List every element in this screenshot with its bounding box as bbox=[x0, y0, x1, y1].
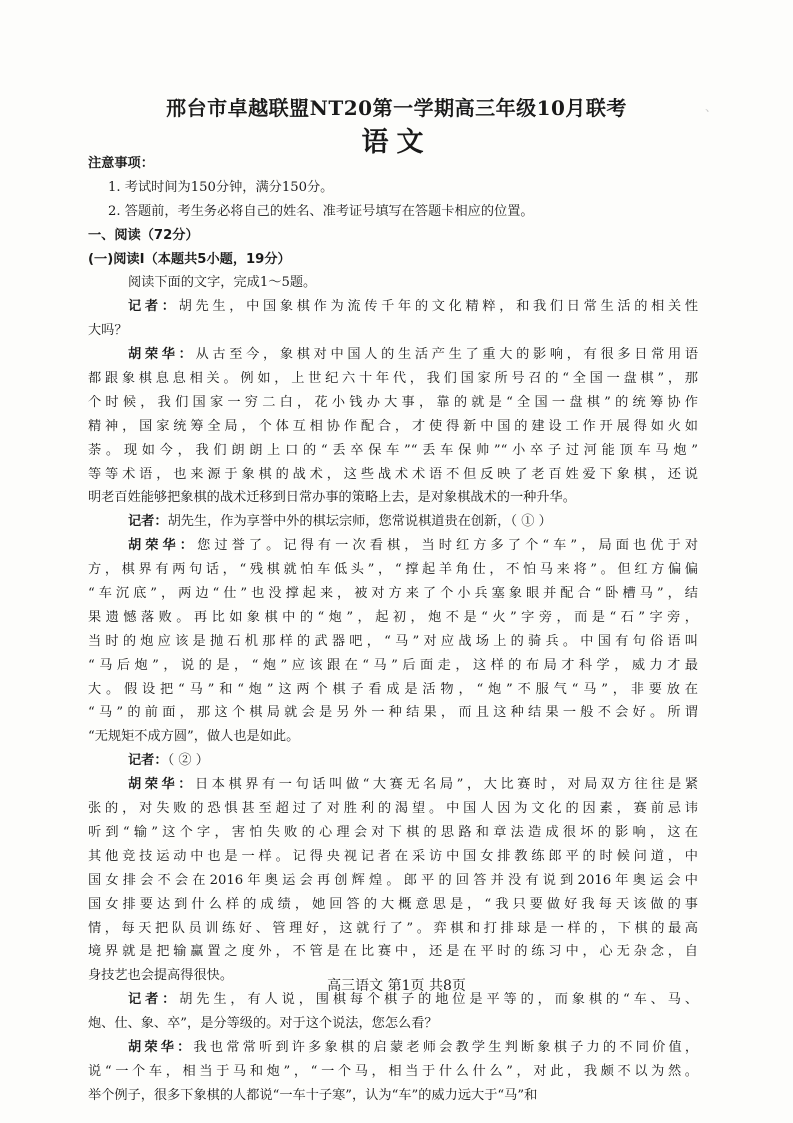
speaker-label: 记者： bbox=[128, 514, 168, 530]
exam-body bbox=[88, 152, 698, 1108]
dialogue-text: 胡先生，有人说，围棋每个棋子的地位是平等的，而象棋的“车、马、 bbox=[179, 992, 698, 1008]
dialogue-line bbox=[88, 917, 698, 941]
dialogue-text: 精神，国家统筹全局，个体互相协作配合，才使得新中国的建设工作开展得如火如 bbox=[88, 418, 698, 434]
dialogue-line bbox=[88, 343, 698, 367]
dialogue-line bbox=[88, 534, 698, 558]
dialogue-line bbox=[88, 678, 698, 702]
instruction-text: 阅读下面的文字，完成1～5题。 bbox=[128, 275, 317, 291]
dialogue-line bbox=[88, 558, 698, 582]
page-footer: 高三语文 第1页 共8页 bbox=[327, 978, 466, 994]
speaker-label: 胡荣华： bbox=[128, 347, 196, 363]
dialogue-line bbox=[88, 415, 698, 439]
dialogue-line bbox=[88, 725, 698, 749]
dialogue-line bbox=[88, 463, 698, 487]
speaker-label: 记者： bbox=[128, 753, 168, 769]
dialogue-text: 方，棋界有两句话，“残棋就怕车低头”，“撑起羊角仕，不怕马来将”。但红方偏偏 bbox=[88, 562, 698, 578]
dialogue-text: 国女排会不会在2016年奥运会再创辉煌。郎平的回答并没有说到2016年奥运会中 bbox=[88, 872, 698, 888]
dialogue-line bbox=[88, 486, 698, 510]
notice-item: 2. 答题前，考生务必将自己的姓名、准考证号填写在答题卡相应的位置。 bbox=[108, 203, 534, 219]
dialogue-text: 其他竞技运动中也是一样。记得央视记者在采访中国女排教练郎平的时候问道，中 bbox=[88, 848, 698, 864]
exam-title: 邢台市卓越联盟NT20第一学期高三年级10月联考 bbox=[166, 96, 627, 120]
speaker-label: 胡荣华： bbox=[128, 538, 198, 554]
dialogue-text: “无规矩不成方圆”，做人也是如此。 bbox=[88, 729, 300, 745]
notice-item: 1. 考试时间为150分钟，满分150分。 bbox=[108, 179, 334, 195]
dialogue-line bbox=[88, 391, 698, 415]
dialogue-line bbox=[88, 821, 698, 845]
dialogue-text: 境界就是把输赢置之度外，不管是在比赛中，还是在平时的练习中，心无杂念，自 bbox=[88, 944, 698, 960]
dialogue-text: 听到“输”这个字，害怕失败的心理会对下棋的思路和章法造成很坏的影响，这在 bbox=[88, 824, 698, 840]
dialogue-text: 荼。现如今，我们朗朗上口的“丢卒保车”“丢车保帅”“小卒子过河能顶车马炮” bbox=[88, 442, 698, 458]
dialogue-text: 身技艺也会提高得很快。 bbox=[88, 968, 234, 984]
dialogue-line bbox=[88, 893, 698, 917]
speaker-label: 记者： bbox=[128, 299, 179, 315]
dialogue-text: “马”的前面，那这个棋局就会是另外一种结果，而且这种结果一般不会好。所谓 bbox=[88, 705, 698, 721]
dialogue-text: 胡先生，作为享誉中外的棋坛宗师，您常说棋道贵在创新，（ ① ） bbox=[167, 514, 552, 530]
dialogue-line bbox=[88, 749, 698, 773]
dialogue-text: 您过誉了。记得有一次看棋，当时红方多了个“车”，局面也优于对 bbox=[197, 538, 698, 554]
dialogue-line bbox=[88, 630, 698, 654]
dialogue-line bbox=[88, 1060, 698, 1084]
subsection-heading: (一)阅读Ⅰ（本题共5小题，19分） bbox=[88, 251, 291, 267]
dialogue-line bbox=[88, 606, 698, 630]
dialogue-text: 情，每天把队员训练好、管理好，这就行了”。弈棋和打排球是一样的，下棋的最高 bbox=[88, 920, 698, 936]
dialogue-line bbox=[88, 654, 698, 678]
dialogue-line bbox=[88, 1012, 698, 1036]
dialogue-line bbox=[88, 510, 698, 534]
dialogue-text: 大吗？ bbox=[88, 323, 128, 339]
notice-heading: 注意事项： bbox=[88, 156, 154, 171]
dialogue-text: 举个例子，很多下象棋的人都说“一车十子寒”，认为“车”的威力远大于“马”和 bbox=[88, 1087, 538, 1103]
dialogue-line bbox=[88, 773, 698, 797]
dialogue-text: 胡先生，中国象棋作为流传千年的文化精粹，和我们日常生活的相关性 bbox=[178, 299, 698, 315]
dialogue-text: “马后炮”，说的是，“炮”应该跟在“马”后面走，这样的布局才科学，威力才最 bbox=[88, 657, 698, 673]
dialogue-text: 张的，对失败的恐惧甚至超过了对胜利的渴望。中国人因为文化的因素，赛前忌讳 bbox=[88, 801, 698, 817]
dialogue-line bbox=[88, 295, 698, 319]
dialogue-line bbox=[88, 940, 698, 964]
dialogue-line bbox=[88, 367, 698, 391]
speaker-label: 胡荣华： bbox=[128, 1039, 194, 1055]
dialogue-line bbox=[88, 797, 698, 821]
dialogue-text: 都跟象棋息息相关。例如，上世纪六十年代，我们国家所号召的“全国一盘棋”，那 bbox=[88, 371, 698, 387]
dialogue-line bbox=[88, 845, 698, 869]
dialogue-text: 等等术语，也来源于象棋的战术，这些战术术语不但反映了老百姓爱下象棋，还说 bbox=[88, 466, 698, 482]
dialogue-text: 炮、仕、象、卒”，是分等级的。对于这个说法，您怎么看？ bbox=[88, 1016, 438, 1032]
dialogue-text: 国女排要达到什么样的成绩，她回答的大概意思是，“我只要做好我每天该做的事 bbox=[88, 896, 698, 912]
dialogue-line bbox=[88, 319, 698, 343]
dialogue-text: 从古至今，象棋对中国人的生活产生了重大的影响，有很多日常用语 bbox=[195, 347, 698, 363]
dialogue-line bbox=[88, 582, 698, 606]
dialogue-text: 个时候，我们国家一穷二白，花小钱办大事，靠的就是“全国一盘棋”的统筹协作 bbox=[88, 394, 698, 410]
speaker-label: 记者： bbox=[128, 992, 180, 1008]
dialogue-line bbox=[88, 439, 698, 463]
dialogue-text: “车沉底”，两边“仕”也没撑起来，被对方来了个小兵塞象眼并配合“卧槽马”，结 bbox=[88, 586, 698, 602]
speaker-label: 胡荣华： bbox=[128, 777, 196, 793]
dialogue-text: 明老百姓能够把象棋的战术迁移到日常办事的策略上去，是对象棋战术的一种升华。 bbox=[88, 490, 576, 506]
dialogue-text: 果遗憾落败。再比如象棋中的“炮”，起初，炮不是“火”字旁，而是“石”字旁， bbox=[88, 609, 698, 625]
dialogue-line bbox=[88, 869, 698, 893]
dialogue-line bbox=[88, 1084, 698, 1108]
dialogue-line bbox=[88, 1036, 698, 1060]
dialogue-text: 大。假设把“马”和“炮”这两个棋子看成是活物，“炮”不服气“马”，非要放在 bbox=[88, 681, 698, 697]
dialogue-text: 说“一个车，相当于马和炮”，“一个马，相当于什么什么”，对此，我颇不以为然。 bbox=[88, 1063, 698, 1079]
bleed-through-text: 、 bbox=[705, 100, 718, 114]
section-heading: 一、阅读（72分） bbox=[88, 227, 199, 243]
dialogue-text: （ ② ） bbox=[167, 753, 209, 769]
dialogue-line bbox=[88, 701, 698, 725]
dialogue-text: 我也常常听到许多象棋的启蒙老师会教学生判断象棋子力的不同价值， bbox=[193, 1039, 698, 1055]
subject-title: 语文 bbox=[361, 127, 432, 158]
dialogue-text: 日本棋界有一句话叫做“大赛无名局”，大比赛时，对局双方往往是紧 bbox=[195, 777, 698, 793]
dialogue-text: 当时的炮应该是抛石机那样的武器吧，“马”对应战场上的骑兵。中国有句俗语叫 bbox=[88, 633, 698, 649]
